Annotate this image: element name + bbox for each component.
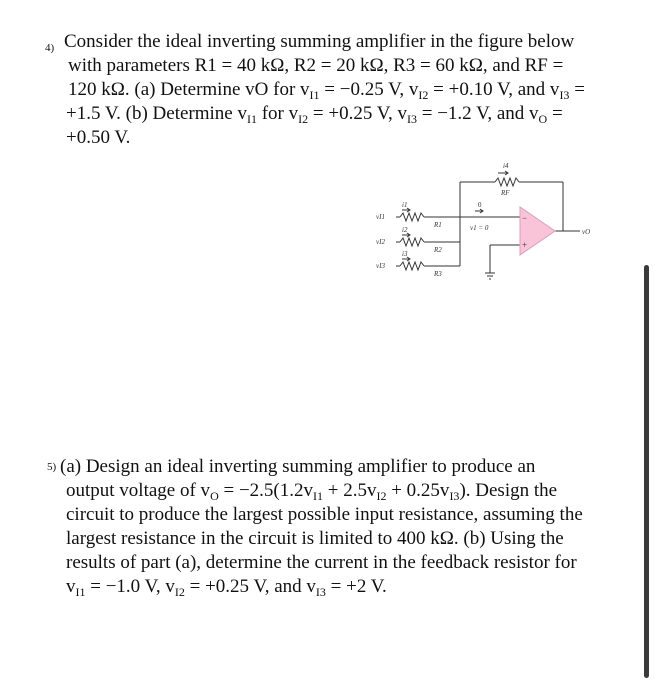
text-line: Consider the ideal inverting summing amplifier in the figure below [64,31,575,52]
problem-5-text [60,455,583,599]
text-line: $v_{I1} = -1.0$ V, $v_{I2} = +0.25$ V, and $v_{I3} = +2$ V. [66,576,387,599]
text-line: (a) Design an ideal inverting summing amplifier to produce an [60,456,536,477]
label-rf: RF [501,189,510,197]
text-line: +1.5 V. (b) Determine $v_{I1}$ for $v_{I2} = +0.25$ V, $v_{I3} = -1.2$ V, and $v_O$ = [66,103,563,126]
resistor-r1 [400,213,424,221]
vertical-scrollbar[interactable] [644,265,649,678]
resistor-r3 [400,262,424,270]
label-vi3: vI3 [376,262,385,270]
problem-5-number: 5) [47,461,57,473]
label-i3: i3 [402,250,408,258]
summing-amplifier-circuit [358,155,598,285]
label-vo: vO [582,228,591,236]
resistor-r2 [400,238,424,246]
label-zero: 0 [478,201,482,209]
text-line: 120 kΩ. (a) Determine vO for $v_{I1} = -0.25$ V, $v_{I2} = +0.10$ V, and $v_{I3}$ = [68,79,585,102]
label-r3: R3 [434,270,442,278]
label-minus: − [522,213,528,223]
label-v1-equals-zero: v1 = 0 [470,224,489,232]
text-line: circuit to produce the largest possible input resistance, assuming the [66,504,583,525]
problem-4-text [64,30,585,150]
text-line: output voltage of $v_O = -2.5(1.2v_{I1} + 2.5v_{I2} + 0.25v_{I3})$. Design the [66,480,558,503]
text-line: results of part (a), determine the current in the feedback resistor for [66,552,577,573]
label-i2: i2 [402,226,408,234]
label-r1: R1 [434,221,442,229]
label-r2: R2 [434,246,442,254]
resistor-rf [495,178,519,186]
problem-4-number: 4) [45,42,55,54]
label-i4: i4 [503,162,509,170]
label-vi1: vI1 [376,213,385,221]
text-line: with parameters R1 = 40 kΩ, R2 = 20 kΩ, R3 = 60 kΩ, and RF = [68,55,564,76]
label-plus: + [522,240,528,250]
label-vi2: vI2 [376,238,385,246]
text-line: +0.50 V. [66,127,131,148]
text-line: largest resistance in the circuit is limited to 400 kΩ. (b) Using the [66,528,564,549]
label-i1: i1 [402,201,408,209]
